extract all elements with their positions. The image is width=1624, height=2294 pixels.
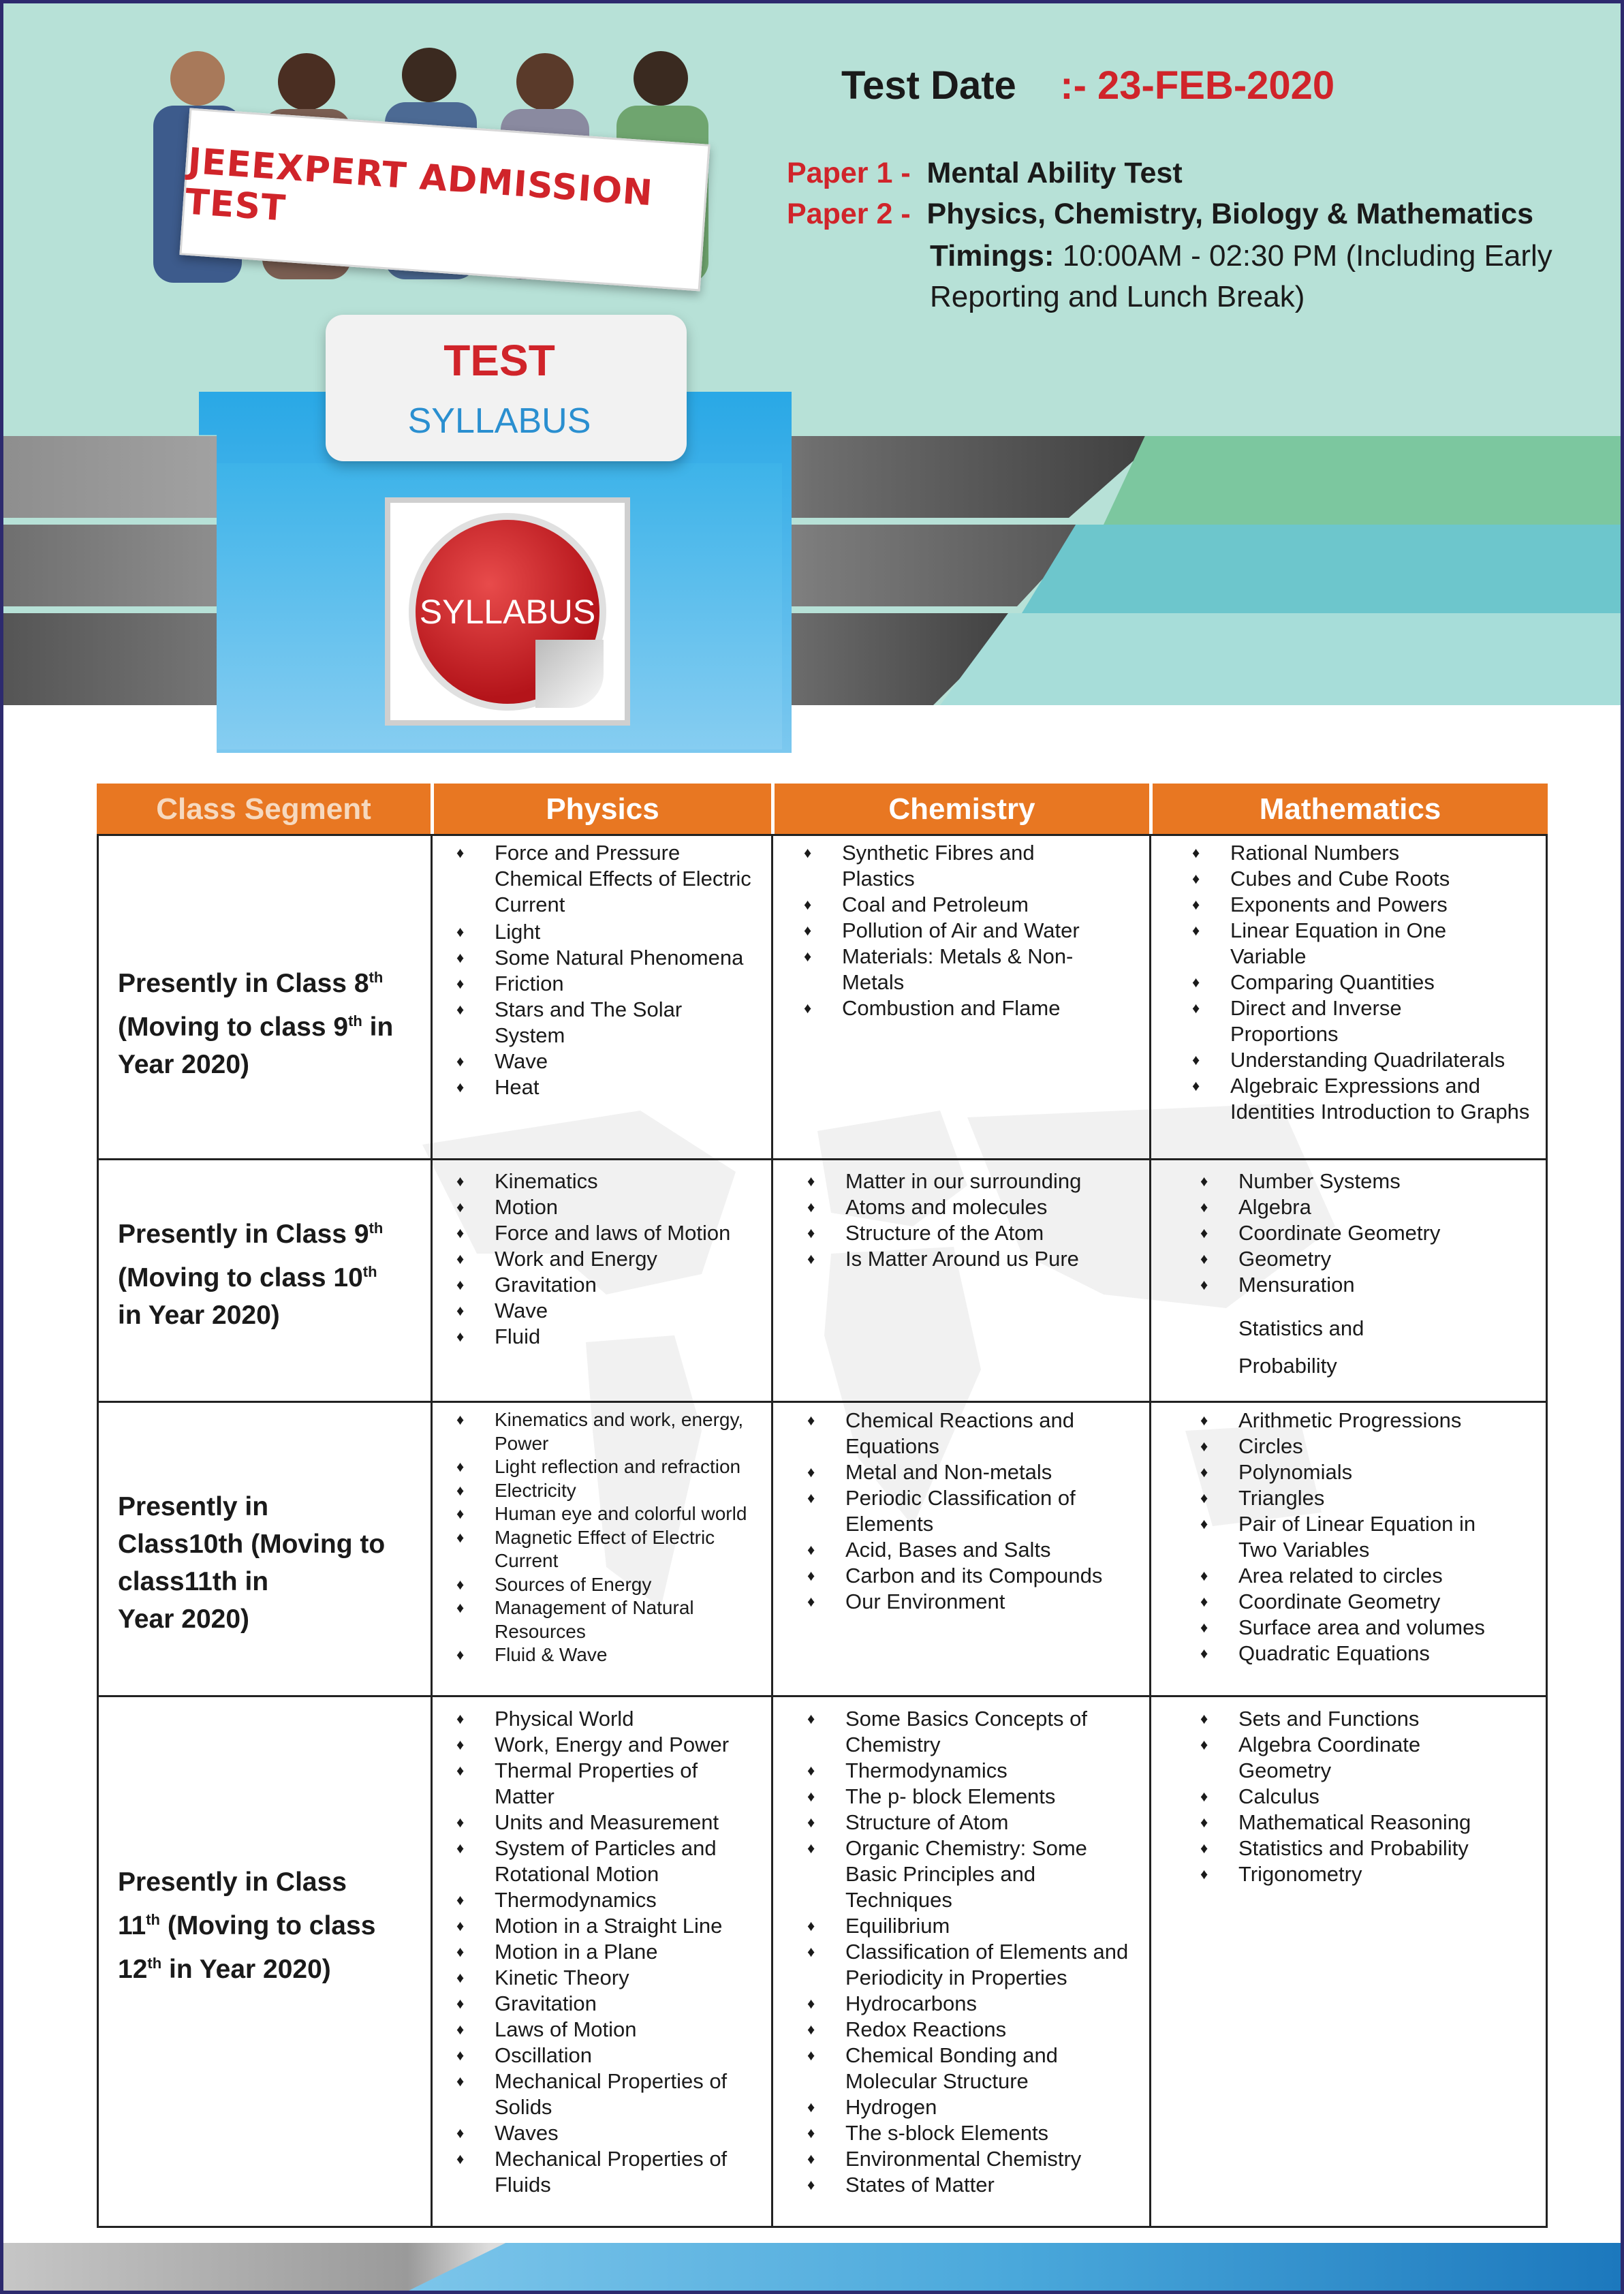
list-item: ♦ Triangles bbox=[1193, 1485, 1541, 1511]
list-item: ♦ Statistics and Probability bbox=[1193, 1835, 1534, 1861]
list-item: ♦ Thermal Properties of Matter bbox=[450, 1758, 726, 1810]
list-item: ♦ System of Particles and Rotational Motion bbox=[450, 1835, 767, 1887]
list-item: ♦ Work and Energy bbox=[450, 1246, 770, 1272]
list-item: ♦ The s-block Elements bbox=[800, 2120, 1141, 2146]
list-item: ♦ Atoms and molecules bbox=[800, 1194, 1141, 1220]
list-item: ♦ Algebra bbox=[1193, 1194, 1534, 1220]
list-item: ♦ Mechanical Properties of Solids bbox=[450, 2068, 753, 2120]
list-item: ♦ Polynomials bbox=[1193, 1459, 1541, 1485]
list-item: ♦ Some Basics Concepts of Chemistry bbox=[800, 1706, 1138, 1758]
list-item: ♦ Our Environment bbox=[800, 1589, 1134, 1615]
list-item: ♦ Kinetic Theory bbox=[450, 1965, 770, 1991]
superscript: th bbox=[147, 1955, 162, 1972]
list-item: ♦ Quadratic Equations bbox=[1193, 1641, 1541, 1667]
seal-text: SYLLABUS bbox=[419, 592, 596, 631]
segment-line: class11th in bbox=[118, 1567, 269, 1596]
list-item: ♦ Light bbox=[450, 919, 770, 945]
segment-line: (Moving to class 10 bbox=[118, 1263, 363, 1292]
list-item: ♦ Combustion and Flame bbox=[797, 995, 1110, 1021]
list-item: ♦ Equilibrium bbox=[800, 1913, 1141, 1939]
list-item: ♦ The p- block Elements bbox=[800, 1784, 1141, 1810]
superscript: th bbox=[369, 969, 384, 986]
list-item: ♦ Fluid bbox=[450, 1324, 770, 1350]
superscript: th bbox=[362, 1263, 377, 1280]
list-item: ♦ Magnetic Effect of Electric Current bbox=[450, 1526, 767, 1573]
segment-line: in Year 2020) bbox=[118, 1301, 280, 1330]
superscript: th bbox=[146, 1911, 160, 1928]
list-item: ♦ Direct and Inverse Proportions bbox=[1185, 995, 1469, 1047]
list-item: ♦ Wave bbox=[450, 1049, 770, 1074]
superscript: th bbox=[369, 1220, 384, 1237]
list-item: ♦ States of Matter bbox=[800, 2172, 1141, 2198]
list-item: ♦ Motion in a Plane bbox=[450, 1939, 770, 1965]
paper-1-value: Mental Ability Test bbox=[926, 157, 1183, 189]
list-item: ♦ Motion in a Straight Line bbox=[450, 1913, 770, 1939]
list-item: ♦ Sets and Functions bbox=[1193, 1706, 1534, 1732]
list-item: ♦ Geometry bbox=[1193, 1246, 1534, 1272]
list-item: ♦ Chemical Bonding and Molecular Structure bbox=[800, 2043, 1118, 2094]
list-item: ♦ Rational Numbers bbox=[1185, 840, 1540, 866]
segment-line: Presently in bbox=[118, 1492, 269, 1521]
list-item: ♦ Force and Pressure Chemical Effects of Electric Current bbox=[450, 840, 770, 918]
timings-value: 10:00AM - 02:30 PM (Including Early Reporting and Lunch Break) bbox=[930, 239, 1552, 313]
list-item: ♦ Hydrocarbons bbox=[800, 1991, 1141, 2017]
list-item: ♦ Materials: Metals & Non-Metals bbox=[797, 944, 1101, 995]
list-item: ♦ Physical World bbox=[450, 1706, 770, 1732]
tab-subtitle: SYLLABUS bbox=[407, 401, 591, 441]
list-item: ♦ Wave bbox=[450, 1298, 770, 1324]
segment-line: (Moving to class bbox=[160, 1911, 376, 1940]
list-item: ♦ Trigonometry bbox=[1193, 1861, 1534, 1887]
list-item: ♦ Electricity bbox=[450, 1479, 770, 1503]
list-item: ♦ Metal and Non-metals bbox=[800, 1459, 1134, 1485]
list-item: ♦ Area related to circles bbox=[1193, 1563, 1541, 1589]
segment-line: (Moving to class 9 bbox=[118, 1012, 349, 1042]
list-item: ♦ Structure of the Atom bbox=[800, 1220, 1141, 1246]
header-chemistry: Chemistry bbox=[775, 784, 1149, 835]
test-date-label: Test Date bbox=[841, 63, 1016, 108]
list-item: ♦ Force and laws of Motion bbox=[450, 1220, 770, 1246]
list-item: ♦ Is Matter Around us Pure bbox=[800, 1246, 1141, 1272]
list-item: ♦ Heat bbox=[450, 1074, 770, 1100]
list-item: ♦ Thermodynamics bbox=[800, 1758, 1141, 1784]
test-date-value: :- 23-FEB-2020 bbox=[1060, 63, 1335, 108]
list-item: ♦ Organic Chemistry: Some Basic Principles and Techniques bbox=[800, 1835, 1131, 1913]
timings-label: Timings: bbox=[930, 239, 1055, 273]
list-item: ♦ Carbon and its Compounds bbox=[800, 1563, 1134, 1589]
segment-line: Class10th (Moving to bbox=[118, 1530, 386, 1559]
list-item: ♦ Number Systems bbox=[1193, 1168, 1534, 1194]
segment-line: in bbox=[362, 1012, 394, 1042]
list-item: ♦ Mechanical Properties of Fluids bbox=[450, 2146, 753, 2198]
list-item: ♦ Classification of Elements and Periodicity in Properties bbox=[800, 1939, 1172, 1991]
list-item: ♦ Light reflection and refraction bbox=[450, 1455, 770, 1479]
segment-line: Year 2020) bbox=[118, 1605, 250, 1634]
superscript: th bbox=[348, 1012, 362, 1029]
list-item: ♦ Circles bbox=[1193, 1433, 1541, 1459]
list-item: ♦ Thermodynamics bbox=[450, 1887, 770, 1913]
list-item: ♦ Structure of Atom bbox=[800, 1810, 1141, 1835]
list-item: ♦ Coordinate Geometry bbox=[1193, 1220, 1534, 1246]
list-item: ♦ Synthetic Fibres and Plastics bbox=[797, 840, 1060, 892]
list-item: ♦ Algebra Coordinate Geometry bbox=[1193, 1732, 1511, 1784]
list-item: ♦ Motion bbox=[450, 1194, 770, 1220]
list-item: ♦ Calculus bbox=[1193, 1784, 1534, 1810]
extra-line: Probability bbox=[1238, 1354, 1337, 1378]
list-item: ♦ Gravitation bbox=[450, 1272, 770, 1298]
list-item: ♦ Pollution of Air and Water bbox=[797, 918, 1110, 944]
list-item: ♦ Management of Natural Resources bbox=[450, 1596, 760, 1643]
header-mathematics: Mathematics bbox=[1153, 784, 1548, 835]
tab-title: TEST bbox=[443, 336, 555, 385]
header-physics: Physics bbox=[434, 784, 771, 835]
segment-line: 12 bbox=[118, 1955, 148, 1984]
list-item: ♦ Oscillation bbox=[450, 2043, 770, 2068]
list-item: ♦ Mathematical Reasoning bbox=[1193, 1810, 1534, 1835]
list-item: ♦ Matter in our surrounding bbox=[800, 1168, 1141, 1194]
list-item: ♦ Kinematics and work, energy, Power bbox=[450, 1408, 770, 1455]
segment-line: Presently in Class bbox=[118, 1867, 347, 1897]
segment-line: Presently in Class 9 bbox=[118, 1220, 369, 1249]
list-item: ♦ Human eye and colorful world bbox=[450, 1502, 770, 1526]
list-item: ♦ Units and Measurement bbox=[450, 1810, 770, 1835]
list-item: ♦ Mensuration bbox=[1193, 1272, 1534, 1298]
list-item: ♦ Comparing Quantities bbox=[1185, 970, 1540, 995]
segment-line: 11 bbox=[118, 1911, 146, 1940]
list-item: ♦ Acid, Bases and Salts bbox=[800, 1537, 1134, 1563]
segment-line: in Year 2020) bbox=[161, 1955, 331, 1984]
list-item: ♦ Periodic Classification of Elements bbox=[800, 1485, 1111, 1537]
list-item: ♦ Work, Energy and Power bbox=[450, 1732, 770, 1758]
list-item: ♦ Sources of Energy bbox=[450, 1573, 770, 1597]
list-item: ♦ Algebraic Expressions and Identities Introduction to Graphs bbox=[1185, 1073, 1544, 1125]
list-item: ♦ Pair of Linear Equation in Two Variables bbox=[1193, 1511, 1511, 1563]
list-item: ♦ Arithmetic Progressions bbox=[1193, 1408, 1541, 1433]
list-item: ♦ Friction bbox=[450, 971, 770, 997]
list-item: ♦ Exponents and Powers bbox=[1185, 892, 1540, 918]
extra-line: Statistics and bbox=[1238, 1316, 1364, 1340]
list-item: ♦ Environmental Chemistry bbox=[800, 2146, 1141, 2172]
list-item: ♦ Waves bbox=[450, 2120, 770, 2146]
list-item: ♦ Surface area and volumes bbox=[1193, 1615, 1541, 1641]
paper-1-label: Paper 1 - bbox=[787, 157, 911, 189]
segment-line: Year 2020) bbox=[118, 1050, 250, 1079]
segment-line: Presently in Class 8 bbox=[118, 969, 369, 998]
list-item: ♦ Fluid & Wave bbox=[450, 1643, 770, 1667]
list-item: ♦ Hydrogen bbox=[800, 2094, 1141, 2120]
list-item: ♦ Understanding Quadrilaterals bbox=[1185, 1047, 1540, 1073]
list-item: ♦ Redox Reactions bbox=[800, 2017, 1141, 2043]
list-item: ♦ Stars and The Solar System bbox=[450, 997, 713, 1049]
list-item: ♦ Coal and Petroleum bbox=[797, 892, 1110, 918]
list-item: ♦ Kinematics bbox=[450, 1168, 770, 1194]
paper-2-value: Physics, Chemistry, Biology & Mathematics bbox=[926, 198, 1534, 230]
list-item: ♦ Linear Equation in One Variable bbox=[1185, 918, 1503, 970]
list-item: ♦ Laws of Motion bbox=[450, 2017, 770, 2043]
list-item: ♦ Chemical Reactions and Equations bbox=[800, 1408, 1091, 1459]
list-item: ♦ Cubes and Cube Roots bbox=[1185, 866, 1540, 892]
header-class-segment: Class Segment bbox=[97, 784, 431, 835]
list-item: ♦ Gravitation bbox=[450, 1991, 770, 2017]
paper-2-label: Paper 2 - bbox=[787, 198, 911, 230]
list-item: ♦ Some Natural Phenomena bbox=[450, 945, 770, 971]
list-item: ♦ Coordinate Geometry bbox=[1193, 1589, 1541, 1615]
banner-text: JEEEXPERT ADMISSION TEST bbox=[183, 140, 655, 230]
